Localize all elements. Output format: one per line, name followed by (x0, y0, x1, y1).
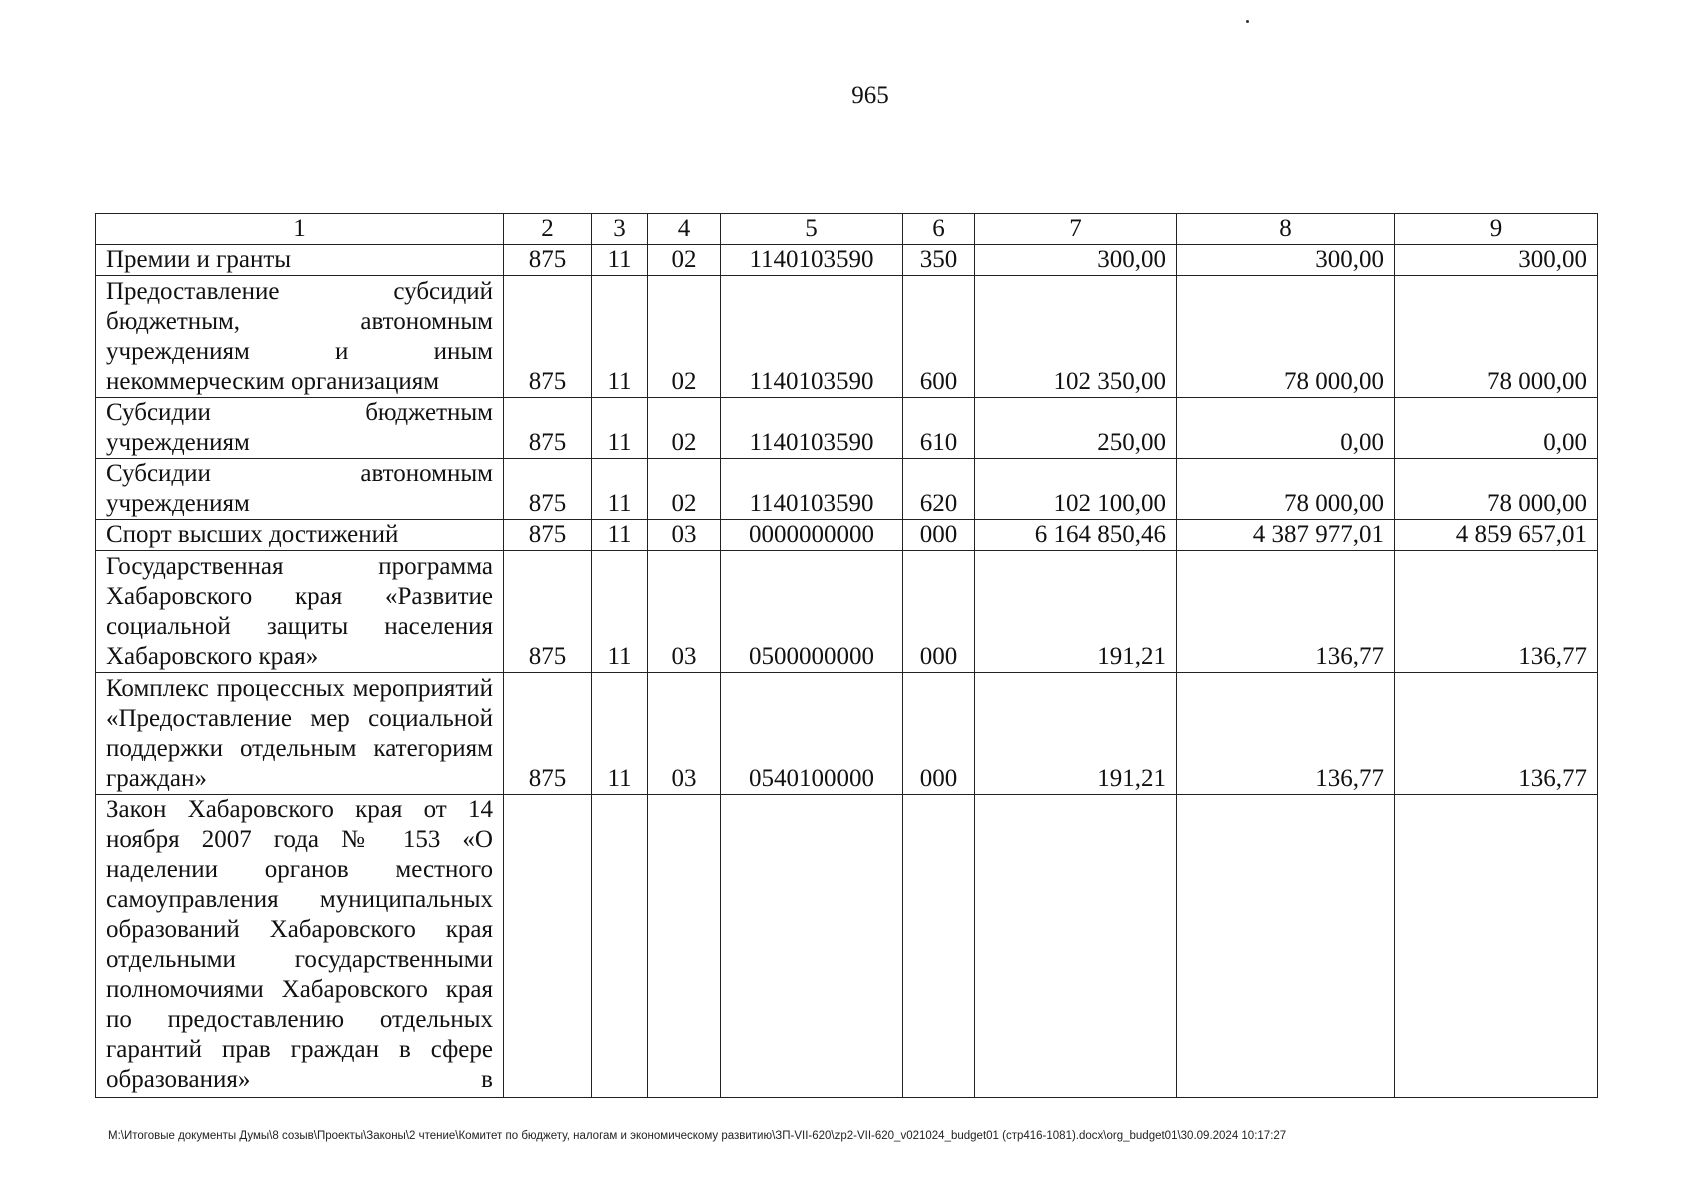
cell-amount-2: 300,00 (1177, 245, 1395, 276)
table-row (96, 245, 1598, 276)
cell-amount-1: 250,00 (975, 398, 1177, 459)
cell-target-article: 1140103590 (721, 459, 903, 520)
cell-expense-type: 610 (903, 398, 975, 459)
cell-grbs: 875 (504, 276, 592, 398)
cell-subsection: 02 (648, 459, 721, 520)
budget-table (95, 213, 1598, 1098)
row-name: Субсидии бюджетным учреждениям (96, 398, 504, 459)
cell-amount-2: 78 000,00 (1177, 276, 1395, 398)
cell-expense-type: 000 (903, 551, 975, 673)
cell-amount-2: 4 387 977,01 (1177, 520, 1395, 551)
cell-amount-3: 78 000,00 (1395, 459, 1598, 520)
cell-amount-3: 4 859 657,01 (1395, 520, 1598, 551)
cell-subsection: 02 (648, 276, 721, 398)
cell-target-article: 0500000000 (721, 551, 903, 673)
cell-section: 11 (592, 520, 648, 551)
cell-expense-type: 600 (903, 276, 975, 398)
cell-target-article: 0540100000 (721, 673, 903, 795)
cell-grbs: 875 (504, 551, 592, 673)
cell-section: 11 (592, 673, 648, 795)
cell-grbs: 875 (504, 520, 592, 551)
table-row (96, 795, 1598, 1098)
cell-amount-2: 136,77 (1177, 551, 1395, 673)
cell-grbs (504, 795, 592, 1098)
cell-amount-1: 102 100,00 (975, 459, 1177, 520)
cell-amount-1: 300,00 (975, 245, 1177, 276)
header-cell: 8 (1177, 214, 1395, 245)
page-number: 965 (851, 82, 889, 109)
header-cell: 7 (975, 214, 1177, 245)
cell-amount-2: 0,00 (1177, 398, 1395, 459)
cell-expense-type: 000 (903, 673, 975, 795)
table-row (96, 276, 1598, 398)
cell-amount-1: 191,21 (975, 551, 1177, 673)
cell-amount-2: 136,77 (1177, 673, 1395, 795)
cell-amount-3: 136,77 (1395, 673, 1598, 795)
cell-grbs: 875 (504, 459, 592, 520)
cell-target-article: 1140103590 (721, 398, 903, 459)
cell-amount-3: 300,00 (1395, 245, 1598, 276)
cell-amount-1: 191,21 (975, 673, 1177, 795)
cell-expense-type: 620 (903, 459, 975, 520)
row-name: Спорт высших достижений (96, 520, 504, 551)
header-cell: 4 (648, 214, 721, 245)
cell-section: 11 (592, 245, 648, 276)
header-cell: 5 (721, 214, 903, 245)
cell-amount-3 (1395, 795, 1598, 1098)
cell-subsection: 03 (648, 551, 721, 673)
header-cell: 2 (504, 214, 592, 245)
cell-amount-3: 78 000,00 (1395, 276, 1598, 398)
cell-grbs: 875 (504, 245, 592, 276)
cell-section: 11 (592, 276, 648, 398)
table-row (96, 520, 1598, 551)
scan-dot (1246, 20, 1249, 23)
row-name: Предоставление субсидий бюджетным, автономным учреждениям и иным некоммерческим организациям (96, 276, 504, 398)
document-path-footer: M:\Итоговые документы Думы\8 созыв\Проекты\Законы\2 чтение\Комитет по бюджету, налогам и экономическому развитию\ЗП-VII-620\zp2-VII-620_v021024_budget01 (стр416-1081).docx\org_budget01\30.09.2024 10:17:27 (108, 1130, 1287, 1142)
header-cell: 3 (592, 214, 648, 245)
cell-amount-2: 78 000,00 (1177, 459, 1395, 520)
cell-target-article (721, 795, 903, 1098)
cell-section: 11 (592, 398, 648, 459)
cell-subsection: 03 (648, 520, 721, 551)
header-cell: 9 (1395, 214, 1598, 245)
table-row (96, 673, 1598, 795)
cell-expense-type: 000 (903, 520, 975, 551)
cell-amount-3: 136,77 (1395, 551, 1598, 673)
cell-amount-1: 102 350,00 (975, 276, 1177, 398)
cell-amount-1 (975, 795, 1177, 1098)
table-row (96, 459, 1598, 520)
cell-subsection: 02 (648, 398, 721, 459)
cell-target-article: 1140103590 (721, 276, 903, 398)
cell-subsection: 03 (648, 673, 721, 795)
header-cell: 1 (96, 214, 504, 245)
row-name: Комплекс процессных мероприятий «Предоставление мер социальной поддержки отдельным категориям граждан» (96, 673, 504, 795)
cell-expense-type: 350 (903, 245, 975, 276)
cell-grbs: 875 (504, 398, 592, 459)
row-name: Закон Хабаровского края от 14 ноября 2007 года № 153 «О наделении органов местного самоуправления муниципальных образований Хабаровского края отдельными государственными полномочиями Хабаровского края по предоставлению отдельных гарантий прав граждан в сфере образования» в (96, 795, 504, 1098)
cell-section: 11 (592, 459, 648, 520)
cell-section (592, 795, 648, 1098)
cell-amount-1: 6 164 850,46 (975, 520, 1177, 551)
row-name: Субсидии автономным учреждениям (96, 459, 504, 520)
cell-section: 11 (592, 551, 648, 673)
cell-grbs: 875 (504, 673, 592, 795)
row-name: Премии и гранты (96, 245, 504, 276)
cell-amount-3: 0,00 (1395, 398, 1598, 459)
cell-target-article: 0000000000 (721, 520, 903, 551)
table-header-row (96, 214, 1598, 245)
header-cell: 6 (903, 214, 975, 245)
cell-expense-type (903, 795, 975, 1098)
cell-subsection (648, 795, 721, 1098)
cell-target-article: 1140103590 (721, 245, 903, 276)
table-row (96, 398, 1598, 459)
cell-amount-2 (1177, 795, 1395, 1098)
row-name: Государственная программа Хабаровского края «Развитие социальной защиты населения Хабаровского края» (96, 551, 504, 673)
cell-subsection: 02 (648, 245, 721, 276)
table-row (96, 551, 1598, 673)
